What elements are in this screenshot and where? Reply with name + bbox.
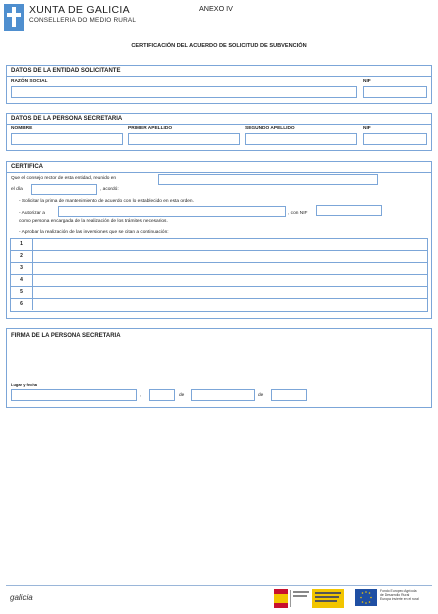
place-field[interactable] [11, 389, 137, 401]
table-row[interactable] [11, 263, 427, 275]
table-row[interactable] [11, 287, 427, 299]
row-number: 5 [11, 287, 33, 298]
approve-investments-text: - Aprobar la realización de las inversiones que se citan a continuación: [19, 230, 169, 235]
galicia-logo: galicia [10, 593, 33, 602]
eu-text-line2: de Desarrollo Rural [380, 593, 410, 598]
eu-text-line1: Fondo Europeo Agrícola [380, 589, 417, 593]
second-surname-field[interactable] [245, 133, 357, 145]
comma-separator: , [140, 393, 142, 398]
row-number: 1 [11, 239, 33, 250]
annex-label: ANEXO IV [199, 4, 233, 13]
eu-fund-text [380, 589, 434, 602]
authorize-text: - Autorizar a [19, 211, 45, 216]
secretary-nif-label: NIF [363, 126, 371, 131]
business-name-label: RAZÓN SOCIAL [11, 79, 48, 84]
place-date-label: Lugar y fecha [11, 382, 38, 387]
table-row[interactable] [11, 251, 427, 263]
authorized-nif-label: , con NIF [288, 211, 308, 216]
org-name: XUNTA DE GALICIA [29, 4, 130, 16]
table-row[interactable] [11, 275, 427, 287]
first-surname-label: PRIMER APELLIDO [128, 126, 173, 131]
signature-section-title: FIRMA DE LA PERSONA SECRETARIA [11, 333, 121, 339]
eu-flag-icon [355, 589, 377, 606]
second-surname-label: SEGUNDO APELLIDO [245, 126, 295, 131]
de-separator-1: de [179, 393, 185, 398]
entity-section-title: DATOS DE LA ENTIDAD SOLICITANTE [11, 68, 121, 74]
agreed-text: , acordó: [100, 187, 119, 192]
entity-section [6, 65, 432, 104]
authorized-nif-field[interactable] [316, 205, 382, 216]
ministry-logo-icon [274, 589, 344, 608]
xunta-logo-icon [4, 4, 24, 31]
signature-section [6, 328, 432, 408]
entity-nif-label: NIF [363, 79, 371, 84]
request-premium-text: - Solicitar la prima de mantenimiento de acuerdo con lo establecido en esta orden. [19, 199, 194, 204]
meeting-text: Que el consejo rector de esta entidad, reunido en [11, 176, 117, 181]
investments-table [10, 238, 428, 312]
entity-nif-field[interactable] [363, 86, 427, 98]
row-number: 3 [11, 263, 33, 274]
table-row[interactable] [11, 239, 427, 251]
certify-section-title: CERTIFICA [11, 164, 43, 170]
name-field[interactable] [11, 133, 123, 145]
responsible-person-text: como persona encargada de la realización de los trámites necesarios. [19, 219, 168, 224]
certify-section-divider [7, 172, 431, 173]
entity-section-divider [7, 76, 431, 77]
secretary-nif-field[interactable] [363, 133, 427, 145]
row-number: 6 [11, 299, 33, 310]
footer-divider [6, 585, 432, 586]
day-label: el día [11, 187, 23, 192]
de-separator-2: de [258, 393, 264, 398]
day-field[interactable] [149, 389, 175, 401]
eu-text-line3: Europa invierte en el rural [380, 597, 419, 602]
year-field[interactable] [271, 389, 307, 401]
name-label: NOMBRE [11, 126, 33, 131]
table-row[interactable] [11, 299, 427, 311]
secretary-section [6, 113, 432, 151]
secretary-section-title: DATOS DE LA PERSONA SECRETARIA [11, 116, 123, 122]
authorized-person-field[interactable] [58, 206, 286, 217]
meeting-date-field[interactable] [31, 184, 97, 195]
first-surname-field[interactable] [128, 133, 240, 145]
document-title: CERTIFICACIÓN DEL ACUERDO DE SOLICITUD DE SUBVENCIÓN [131, 43, 307, 49]
row-number: 4 [11, 275, 33, 286]
row-number: 2 [11, 251, 33, 262]
month-field[interactable] [191, 389, 255, 401]
business-name-field[interactable] [11, 86, 357, 98]
department-name: CONSELLERIA DO MEDIO RURAL [29, 17, 137, 24]
secretary-section-divider [7, 124, 431, 125]
meeting-place-field[interactable] [158, 174, 378, 185]
